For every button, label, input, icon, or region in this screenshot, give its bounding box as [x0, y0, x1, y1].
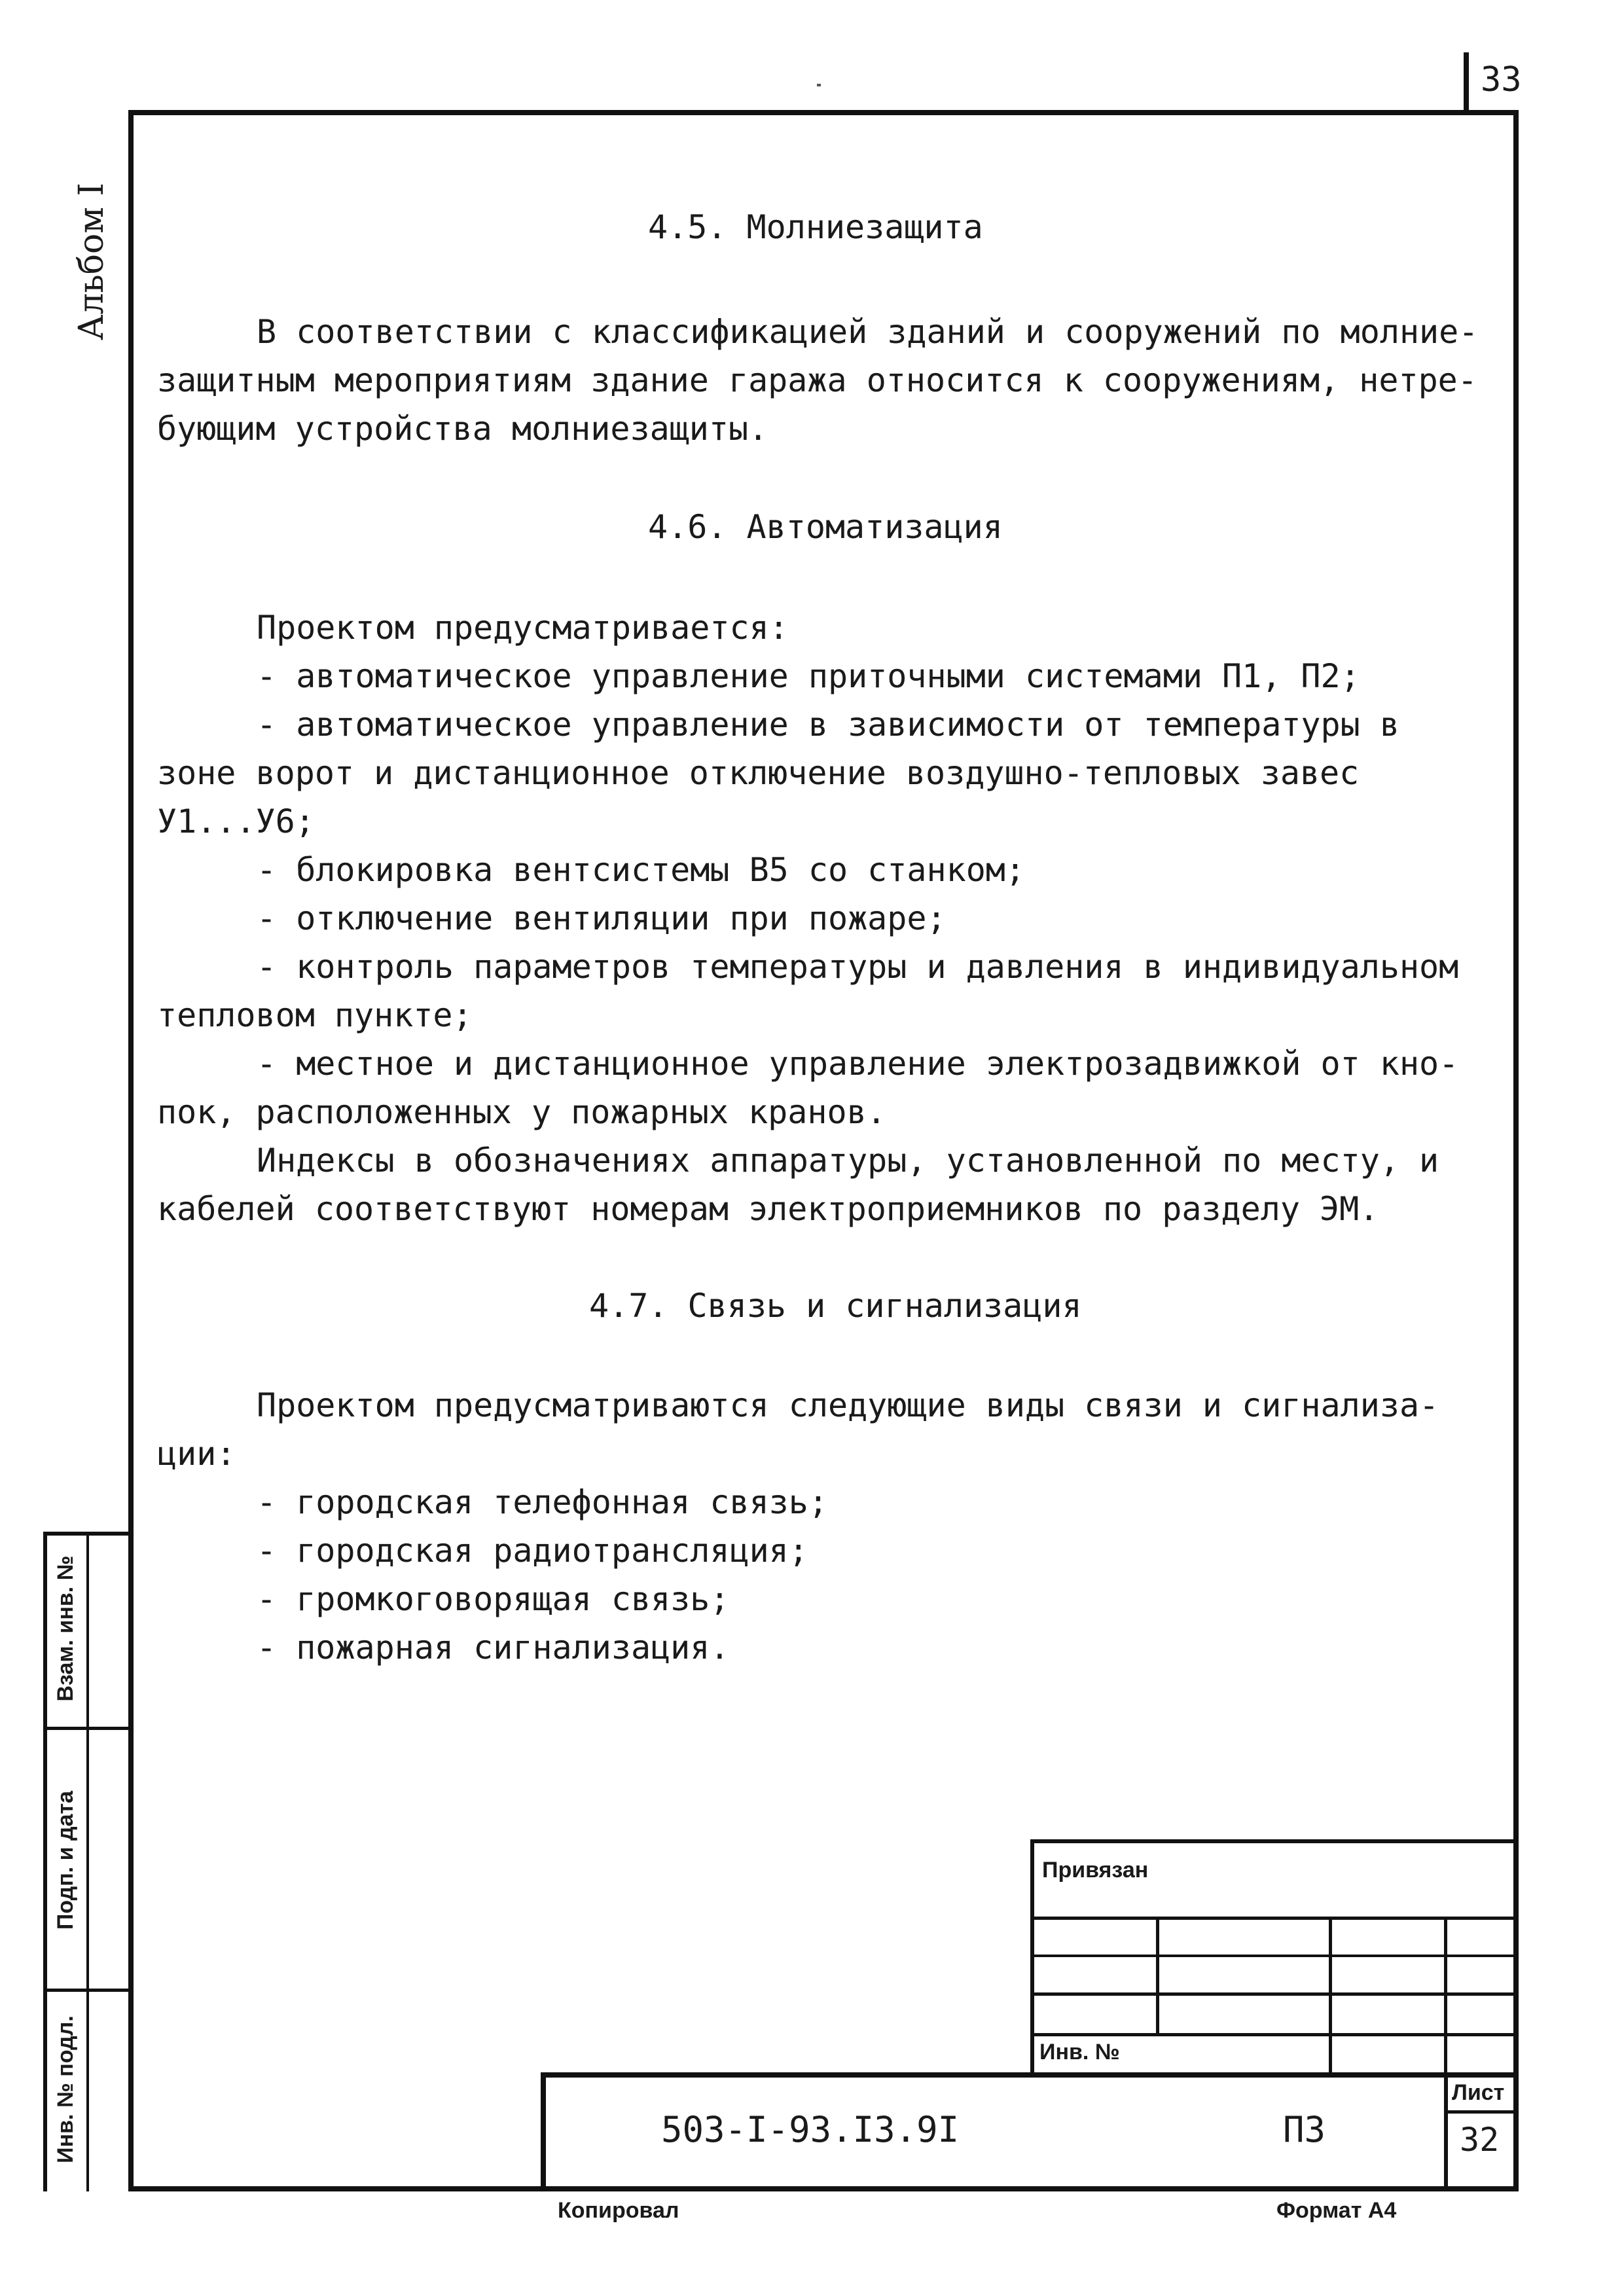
section-4-7-line-3: - городская телефонная связь;	[257, 1483, 828, 1521]
section-4-6-line-10: - местное и дистанционное управление электрозадвижкой от кно-	[257, 1045, 1459, 1083]
section-4-7-line-2: ции:	[157, 1435, 236, 1473]
heading-4-7: 4.7. Связь и сигнализация	[589, 1287, 1082, 1325]
section-4-5-line-2: защитным мероприятиям здание гаража относится к сооружениям, нетре-	[157, 361, 1477, 399]
privyazan-col-3	[1444, 1917, 1447, 2075]
section-4-7-line-4: - городская радиотрансляция;	[257, 1532, 808, 1570]
privyazan-col-2	[1329, 1917, 1332, 2075]
inv-no-label: Инв. №	[1039, 2040, 1120, 2064]
footer-format: Формат А4	[1276, 2198, 1397, 2223]
section-4-7-line-1: Проектом предусматриваются следующие виды связи и сигнализа-	[257, 1386, 1439, 1424]
section-4-6-line-1: Проектом предусматривается:	[257, 609, 789, 647]
section-4-7-line-5: - громкоговорящая связь;	[257, 1580, 730, 1618]
footer-copied: Копировал	[558, 2198, 679, 2223]
section-4-6-line-3: - автоматическое управление в зависимости от температуры в	[257, 706, 1399, 744]
section-4-6-line-7: - отключение вентиляции при пожаре;	[257, 899, 947, 937]
section-4-5-line-1: В соответствии с классификацией зданий и сооружений по молние-	[257, 313, 1479, 351]
section-4-6-line-6: - блокировка вентсистемы В5 со станком;	[257, 851, 1025, 889]
document-code: 503-I-93.I3.9I	[661, 2109, 960, 2150]
privyazan-col-1	[1156, 1917, 1159, 2036]
privyazan-left	[1030, 1839, 1034, 2075]
frame-left	[128, 110, 134, 2191]
album-label: Альбом I	[72, 183, 111, 340]
side-stamp-left	[43, 1532, 47, 2191]
section-4-6-line-13: кабелей соответствуют номерам электроприемников по разделу ЭМ.	[157, 1190, 1379, 1228]
frame-top	[128, 110, 1519, 115]
doc-type: ПЗ	[1283, 2109, 1326, 2150]
side-stamp-divider	[86, 1532, 89, 2191]
stamp-podp-data: Подп. и дата	[53, 1790, 78, 1930]
top-number-tick	[1464, 52, 1469, 110]
privyazan-top	[1030, 1839, 1519, 1843]
section-4-5-line-3: бующим устройства молниезащиты.	[157, 410, 768, 448]
section-4-6-line-2: - автоматическое управление приточными системами П1, П2;	[257, 657, 1360, 695]
scan-dot	[817, 84, 821, 86]
sheet-value: 32	[1460, 2121, 1500, 2159]
section-4-6-line-8: - контроль параметров температуры и давления в индивидуальном	[257, 948, 1459, 986]
heading-4-5: 4.5. Молниезащита	[648, 208, 983, 246]
section-4-6-line-5: У1...У6;	[157, 802, 315, 840]
frame-bottom	[128, 2186, 1519, 2191]
side-stamp-top	[43, 1532, 132, 1536]
heading-4-6: 4.6. Автоматизация	[648, 508, 1003, 546]
stamp-vzam-inv: Взам. инв. №	[53, 1555, 78, 1702]
side-stamp-row-1	[43, 1727, 132, 1730]
section-4-6-line-4: зоне ворот и дистанционное отключение воздушно-тепловых завес	[157, 754, 1360, 792]
sheet-label: Лист	[1452, 2080, 1505, 2105]
section-4-6-line-11: пок, расположенных у пожарных кранов.	[157, 1093, 886, 1131]
section-4-6-line-9: тепловом пункте;	[157, 996, 473, 1034]
stamp-inv-podl: Инв. № подл.	[53, 2015, 78, 2163]
section-4-7-line-6: - пожарная сигнализация.	[257, 1629, 730, 1666]
frame-right	[1513, 110, 1519, 2191]
title-top	[541, 2072, 1519, 2078]
top-sheet-number: 33	[1481, 60, 1522, 99]
title-sheet-left	[1444, 2072, 1448, 2191]
privyazan-label: Привязан	[1042, 1858, 1149, 1883]
section-4-6-line-12: Индексы в обозначениях аппаратуры, установленной по месту, и	[257, 1142, 1439, 1180]
title-left	[541, 2072, 546, 2191]
title-sheet-divider	[1444, 2110, 1519, 2114]
side-stamp-row-2	[43, 1989, 132, 1992]
